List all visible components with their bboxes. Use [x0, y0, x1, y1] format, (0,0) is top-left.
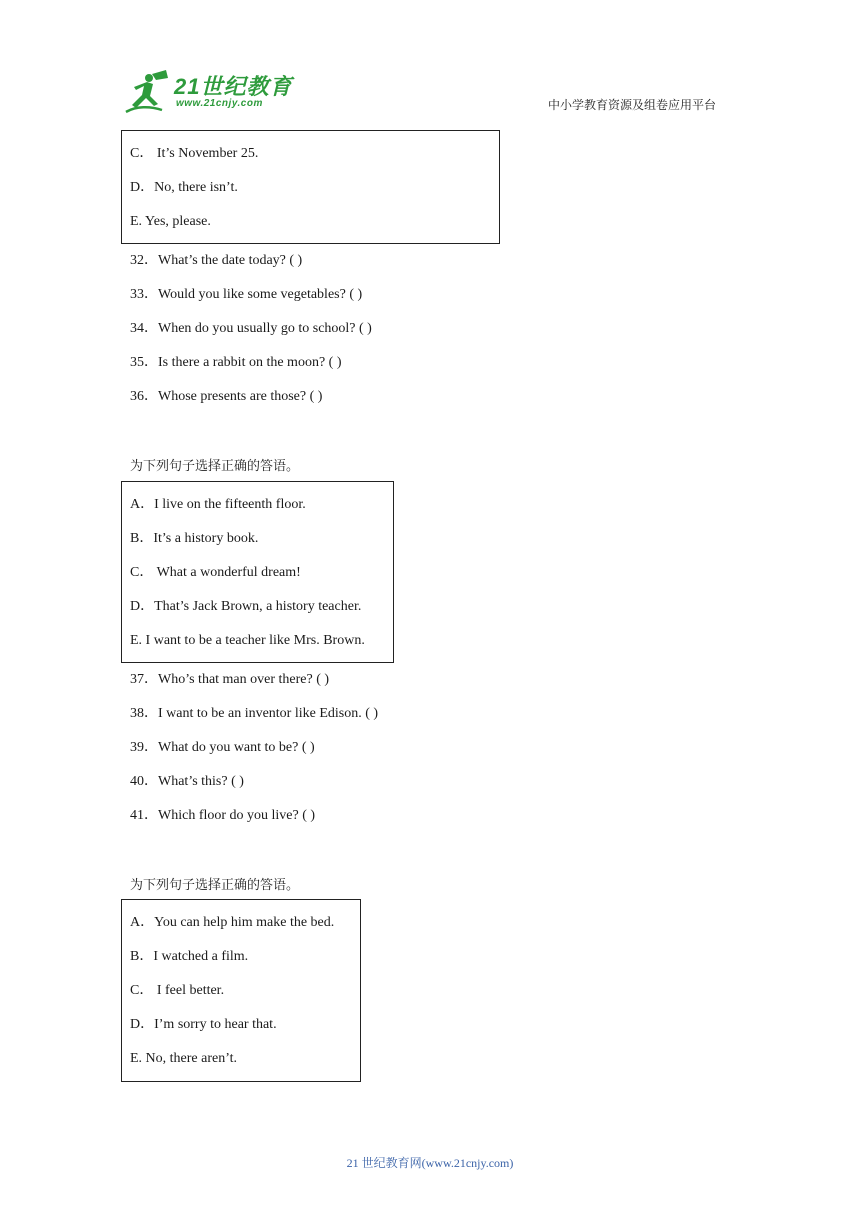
- platform-name: 中小学教育资源及组卷应用平台: [548, 98, 717, 112]
- section-2-title: 为下列句子选择正确的答语。: [130, 459, 300, 474]
- option-d: D．I’m sorry to hear that.: [130, 1017, 277, 1032]
- option-a: A．You can help him make the bed.: [130, 915, 335, 930]
- question-41: 41．Which floor do you live? ( ): [130, 808, 316, 823]
- question-36: 36．Whose presents are those? ( ): [130, 389, 323, 404]
- question-35: 35．Is there a rabbit on the moon? ( ): [130, 355, 342, 370]
- option-e: E. I want to be a teacher like Mrs. Brown.: [130, 633, 365, 648]
- option-d: D．That’s Jack Brown, a history teacher.: [130, 599, 362, 614]
- section-3-title: 为下列句子选择正确的答语。: [130, 878, 300, 893]
- question-32: 32．What’s the date today? ( ): [130, 253, 303, 268]
- option-e: E. Yes, please.: [130, 214, 211, 229]
- answer-options-box-2: [121, 481, 394, 663]
- question-40: 40．What’s this? ( ): [130, 774, 244, 789]
- page-header: [0, 0, 860, 130]
- option-d: D．No, there isn’t.: [130, 180, 238, 195]
- option-c: C． I feel better.: [130, 983, 225, 998]
- logo-subtext: www.21cnjy.com: [176, 98, 263, 109]
- answer-options-box-3: [121, 899, 361, 1082]
- page-footer: 21 世纪教育网(www.21cnjy.com): [346, 1156, 514, 1170]
- option-e: E. No, there aren’t.: [130, 1051, 238, 1066]
- option-c: C． It’s November 25.: [130, 146, 259, 161]
- question-33: 33．Would you like some vegetables? ( ): [130, 287, 363, 302]
- option-b: B．It’s a history book.: [130, 531, 259, 546]
- question-37: 37．Who’s that man over there? ( ): [130, 672, 330, 687]
- logo-text: 21世纪教育: [174, 74, 293, 99]
- option-a: A．I live on the fifteenth floor.: [130, 497, 306, 512]
- question-34: 34．When do you usually go to school? ( ): [130, 321, 372, 336]
- site-logo: [122, 68, 292, 116]
- option-b: B．I watched a film.: [130, 949, 249, 964]
- runner-logo-icon: [122, 68, 174, 116]
- question-38: 38．I want to be an inventor like Edison. ( ): [130, 706, 379, 721]
- option-c: C． What a wonderful dream!: [130, 565, 301, 580]
- answer-options-box-1: [121, 130, 500, 244]
- question-39: 39．What do you want to be? ( ): [130, 740, 315, 755]
